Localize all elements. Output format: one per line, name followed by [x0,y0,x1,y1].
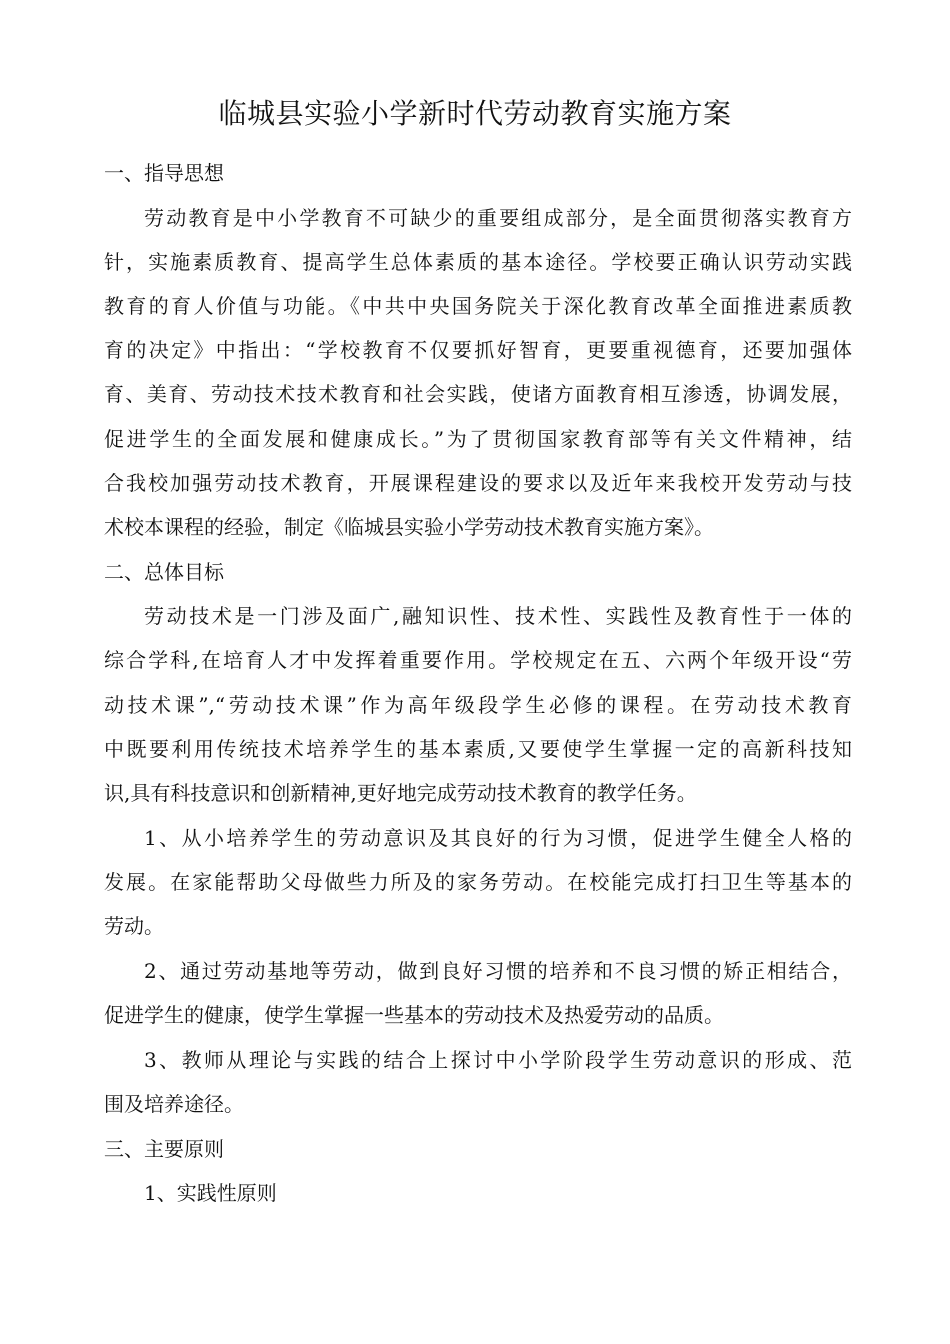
paragraph-line: 综合学科,在培育人才中发挥着重要作用。学校规定在五、六两个年级开设“劳 [104,648,852,672]
paragraph-line: 劳动技术是一门涉及面广,融知识性、技术性、实践性及教育性于一体的 [144,604,852,628]
paragraph-line: 2、通过劳动基地等劳动，做到良好习惯的培养和不良习惯的矫正相结合， [144,959,852,983]
paragraph-line: 劳动教育是中小学教育不可缺少的重要组成部分，是全面贯彻落实教育方 [144,206,852,230]
paragraph-line: 中既要利用传统技术培养学生的基本素质,又要使学生掌握一定的高新科技知 [104,737,852,761]
paragraph-line: 发展。在家能帮助父母做些力所及的家务劳动。在校能完成打扫卫生等基本的 [104,870,852,894]
paragraph-line: 1、从小培养学生的劳动意识及其良好的行为习惯，促进学生健全人格的 [144,826,852,850]
paragraph-line: 识,具有科技意识和创新精神,更好地完成劳动技术教育的教学任务。 [104,781,697,805]
paragraph-line: 合我校加强劳动技术教育，开展课程建设的要求以及近年来我校开发劳动与技 [104,471,852,495]
paragraph-line: 3、教师从理论与实践的结合上探讨中小学阶段学生劳动意识的形成、范 [144,1048,852,1072]
section-heading-guiding-ideology: 一、指导思想 [104,161,224,185]
paragraph-line: 动技术课”,“劳动技术课”作为高年级段学生必修的课程。在劳动技术教育 [104,693,852,717]
paragraph-line: 育的决定》中指出：“学校教育不仅要抓好智育，更要重视德育，还要加强体 [104,338,852,362]
paragraph-line: 围及培养途径。 [104,1092,244,1116]
document-title: 临城县实验小学新时代劳动教育实施方案 [218,97,732,130]
principle-item-practicality: 1、实践性原则 [144,1181,277,1205]
section-heading-overall-goals: 二、总体目标 [104,560,224,584]
paragraph-line: 教育的育人价值与功能。《中共中央国务院关于深化教育改革全面推进素质教 [104,294,852,318]
paragraph-line: 促进学生的全面发展和健康成长。”为了贯彻国家教育部等有关文件精神，结 [104,427,852,451]
paragraph-line: 劳动。 [104,914,164,938]
paragraph-line: 促进学生的健康，使学生掌握一些基本的劳动技术及热爱劳动的品质。 [104,1003,724,1027]
paragraph-line: 育、美育、劳动技术技术教育和社会实践，使诸方面教育相互渗透，协调发展， [104,382,852,406]
section-heading-main-principles: 三、主要原则 [104,1137,224,1161]
paragraph-line: 针，实施素质教育、提高学生总体素质的基本途径。学校要正确认识劳动实践 [104,250,852,274]
paragraph-line: 术校本课程的经验，制定《临城县实验小学劳动技术教育实施方案》。 [104,515,714,539]
